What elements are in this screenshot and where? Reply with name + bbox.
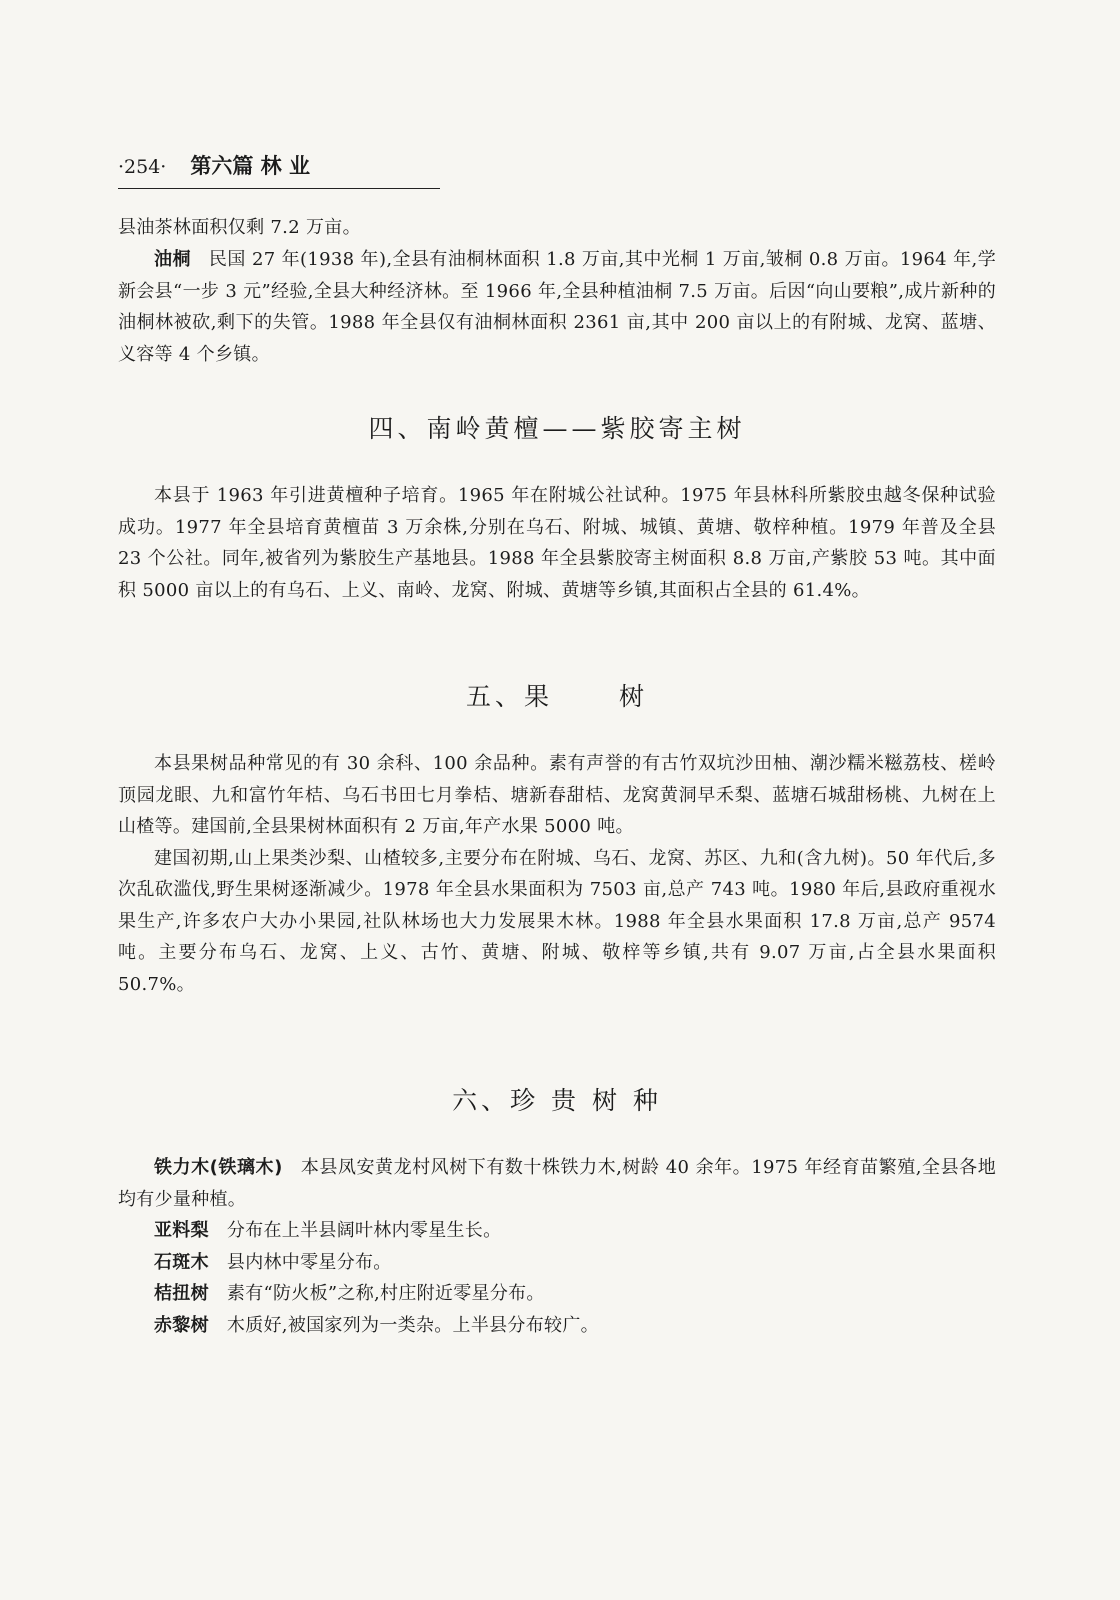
species-text-4: 素有“防火板”之称,村庄附近零星分布。 xyxy=(226,1283,545,1304)
section-4-body xyxy=(118,480,996,606)
section-4-title: 四、南岭黄檀——紫胶寄主树 xyxy=(368,414,746,443)
section-4-paragraph: 本县于 1963 年引进黄檀种子培育。1965 年在附城公社试种。1975 年县林科所紫胶虫越冬保种试验成功。1977 年全县培育黄檀苗 3 万余株,分别在乌石、附城、城镇、黄塘、敬梓种植。1979 年普及全县 23 个公社。同年,被省列为紫胶生产基地县。1988 年全县紫胶寄主树面积 8.8 万亩,产紫胶 53 吨。其中面积 5000 亩以上的有乌石、上义、南岭、龙窝、附城、黄塘等乡镇,其面积占全县的 61.4%。 xyxy=(118,485,996,601)
section-6-title: 六、珍 贵 树 种 xyxy=(452,1086,662,1115)
page-number: ·254· xyxy=(118,156,167,178)
species-text-5: 木质好,被国家列为一类杂。上半县分布较广。 xyxy=(226,1314,599,1336)
species-term-1: 铁力木(铁璃木) xyxy=(154,1157,283,1178)
species-term-2: 亚料梨 xyxy=(154,1220,209,1241)
tung-term: 油桐 xyxy=(154,249,191,270)
section-5-paragraph-1: 本县果树品种常见的有 30 余科、100 余品种。素有声誉的有古竹双坑沙田柚、潮沙糯米糍荔枝、槎岭顶园龙眼、九和富竹年桔、乌石书田七月拳桔、塘新春甜桔、龙窝黄洞早禾梨、蓝塘石城甜杨桃、九树在上山楂等。建国前,全县果树林面积有 2 万亩,年产水果 5000 吨。 xyxy=(118,753,996,837)
species-term-3: 石斑木 xyxy=(154,1251,209,1273)
intro-line xyxy=(118,212,996,244)
tung-text: 民国 27 年(1938 年),全县有油桐林面积 1.8 万亩,其中光桐 1 万亩,皱桐 0.8 万亩。1964 年,学新会县“一步 3 元”经验,全县大种经济林。至 1966 年,全县种植油桐 7.5 万亩。后因“向山要粮”,成片新种的油桐林被砍,剩下的失管。1988 年全县仅有油桐林面积 2361 亩,其中 200 亩以上的有附城、龙窝、蓝塘、义容等 4 个乡镇。 xyxy=(118,249,996,365)
section-5-paragraph-2: 建国初期,山上果类沙梨、山楂较多,主要分布在附城、乌石、龙窝、苏区、九和(含九树)。50 年代后,多次乱砍滥伐,野生果树逐渐减少。1978 年全县水果面积为 7503 亩,总产 743 吨。1980 年后,县政府重视水果生产,许多农户大办小果园,社队林场也大力发展果木林。1988 年全县水果面积 17.8 万亩,总产 9574 吨。主要分布乌石、龙窝、上义、古竹、黄塘、附城、敬梓等乡镇,共有 9.07 万亩,占全县水果面积 50.7%。 xyxy=(118,847,996,995)
section-5-title-part2: 树 xyxy=(619,682,649,711)
section-5-title xyxy=(118,680,996,714)
species-entry-1 xyxy=(118,1152,996,1215)
species-entry-4 xyxy=(118,1278,996,1310)
species-entry-2 xyxy=(118,1215,996,1247)
species-term-5: 赤黎树 xyxy=(154,1314,209,1336)
species-entry-3 xyxy=(118,1247,996,1279)
section-6-body xyxy=(118,1152,996,1341)
header-rule xyxy=(118,188,440,189)
species-text-3: 县内林中零星分布。 xyxy=(226,1251,392,1273)
section-5-title-part1: 五、果 xyxy=(465,682,553,711)
running-header xyxy=(118,152,438,192)
intro-text: 县油茶林面积仅剩 7.2 万亩。 xyxy=(118,217,361,238)
tung-entry xyxy=(118,244,996,370)
chapter-title: 第六篇 林 业 xyxy=(190,154,310,178)
species-text-2: 分布在上半县阔叶林内零星生长。 xyxy=(226,1220,502,1241)
species-entry-5 xyxy=(118,1310,996,1342)
tung-paragraph xyxy=(118,244,996,370)
section-5-body xyxy=(118,748,996,1000)
species-term-4: 桔扭树 xyxy=(154,1283,209,1304)
species-text-1: 本县凤安黄龙村风树下有数十株铁力木,树龄 40 余年。1975 年经育苗繁殖,全县各地均有少量种植。 xyxy=(118,1157,996,1210)
